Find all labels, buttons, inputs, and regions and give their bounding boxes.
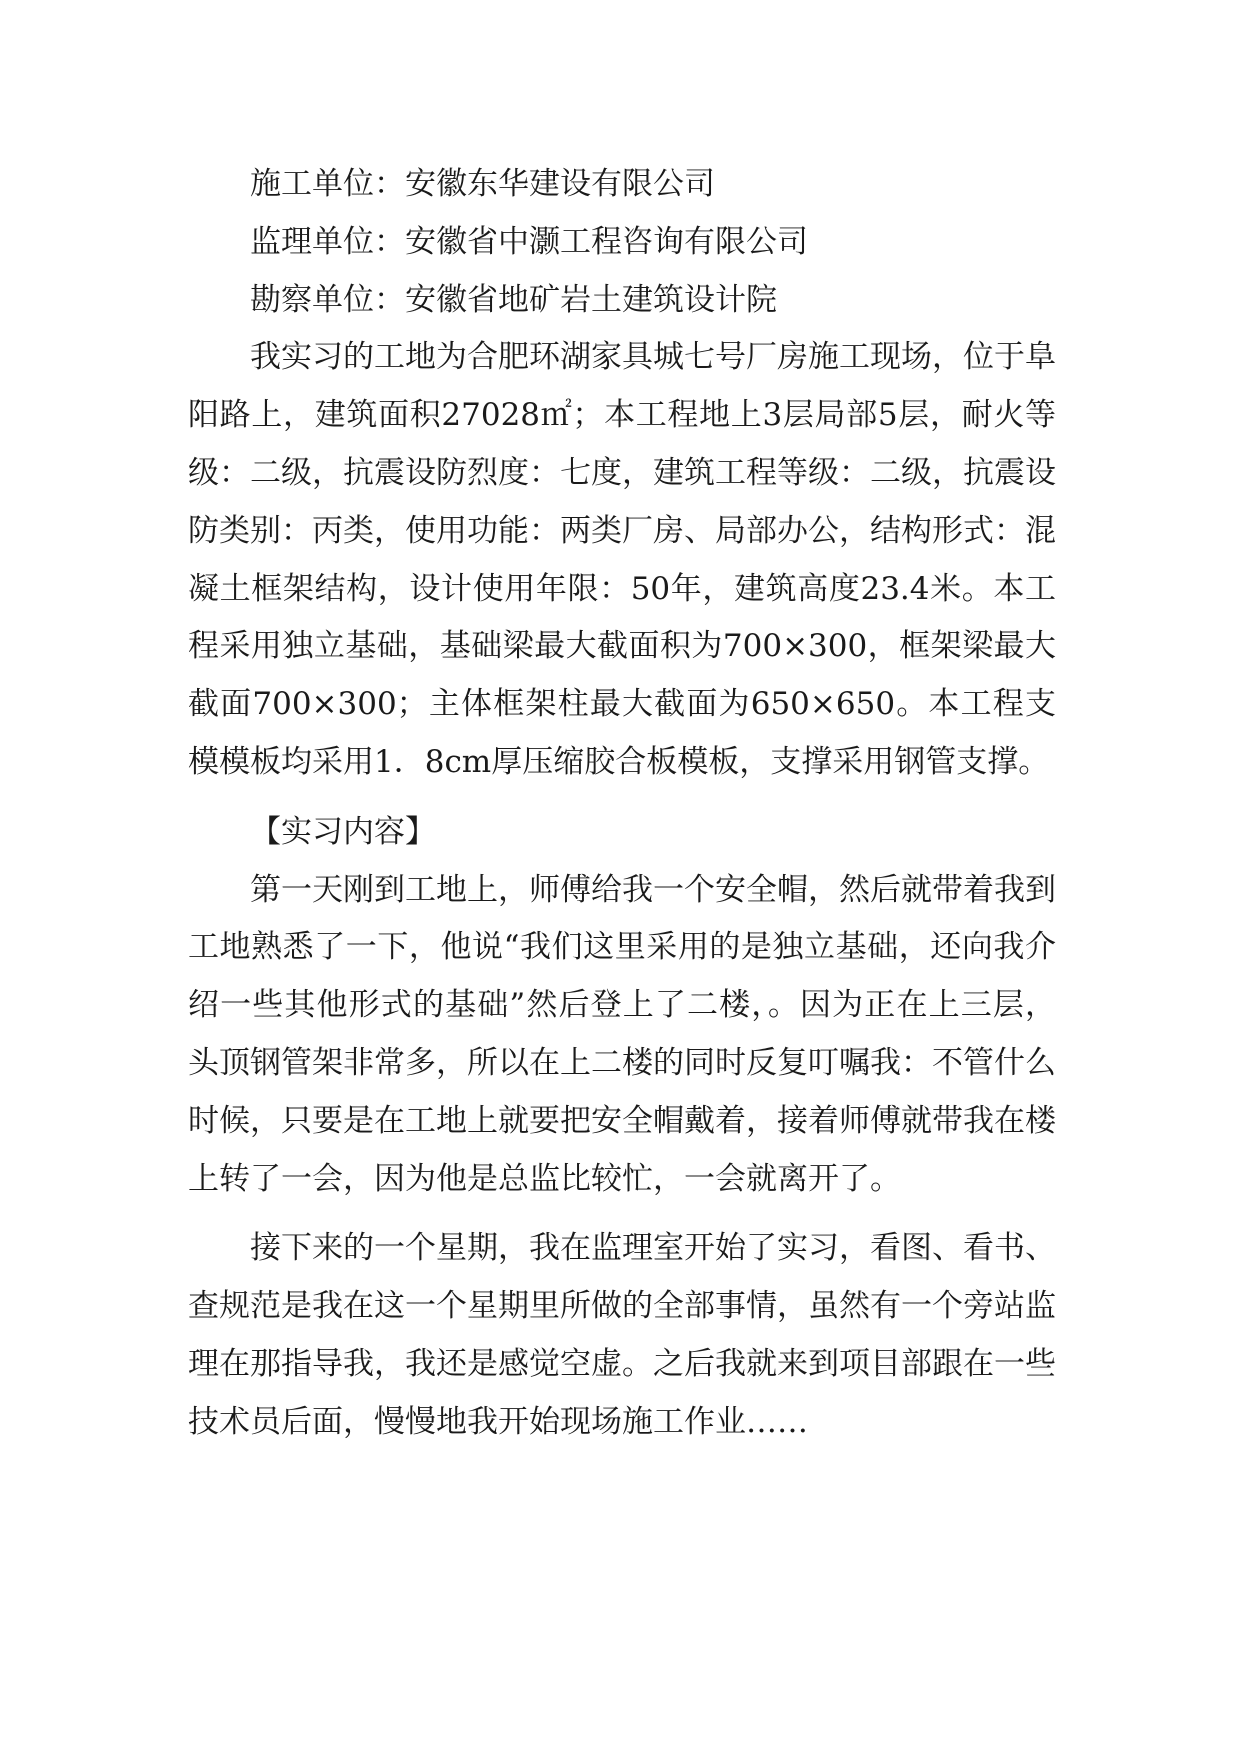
supervision-unit-line: 监理单位：安徽省中灏工程咨询有限公司 [250, 223, 808, 260]
next-week-paragraph: 接下来的一个星期，我在监理室开始了实习，看图、看书、查规范是我在这一个星期里所做的全部事情，虽然有一个旁站监理在那指导我，我还是感觉空虚。之后我就来到项目部跟在一些技术员后面，慢慢地我开始现场施工作业…… [188, 1230, 1056, 1440]
survey-unit-line: 勘察单位：安徽省地矿岩土建筑设计院 [250, 281, 777, 318]
document-page [188, 156, 1056, 1452]
section-heading: 【实习内容】 [250, 813, 436, 850]
project-overview-paragraph: 我实习的工地为合肥环湖家具城七号厂房施工现场，位于阜阳路上，建筑面积27028㎡；本工程地上3层局部5层，耐火等级：二级，抗震设防烈度：七度，建筑工程等级：二级，抗震设防类别：丙类，使用功能：两类厂房、局部办公，结构形式：混凝土框架结构，设计使用年限：50年，建筑高度23.4米。本工程采用独立基础，基础梁最大截面积为700×300，框架梁最大截面700×300；主体框架柱最大截面为650×650。本工程支模模板均采用1．8cm厚压缩胶合板模板，支撑采用钢管支撑。 [188, 339, 1056, 780]
first-day-paragraph: 第一天刚到工地上，师傅给我一个安全帽，然后就带着我到工地熟悉了一下，他说“我们这里采用的是独立基础，还向我介绍一些其他形式的基础”然后登上了二楼，。因为正在上三层，头顶钢管架非常多，所以在上二楼的同时反复叮嘱我：不管什么时候，只要是在工地上就要把安全帽戴着，接着师傅就带我在楼上转了一会，因为他是总监比较忙，一会就离开了。 [188, 871, 1056, 1197]
construction-unit-line: 施工单位：安徽东华建设有限公司 [250, 166, 715, 202]
